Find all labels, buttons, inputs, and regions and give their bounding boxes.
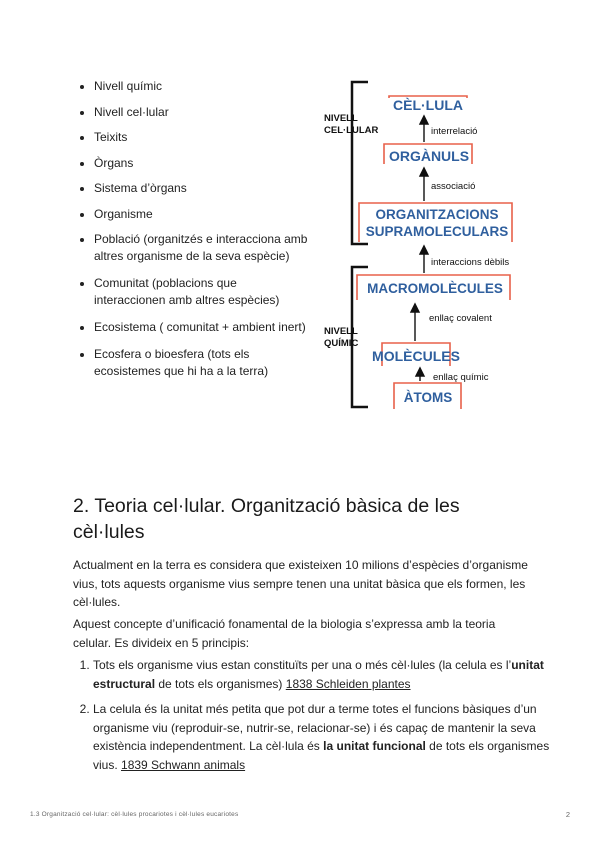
theory-paragraph: Aquest concepte d’unificació fonamental de la biologia s’expressa amb la teoria celular. Es divideix en 5 principis:	[73, 617, 496, 650]
list-item: • Sistema d’òrgans	[94, 180, 309, 197]
principle-text: La celula és la unitat més petita que pot dur a terme totes el funcions bàsiques d’un organisme viu (reproduir-se, nutrir-se, relacionar-se) i és capaç de mantenir la seva existència independentment. La cèl·lula és	[93, 702, 537, 753]
chemical-bond-arrow-label: enllaç químic	[433, 372, 489, 383]
interrelation-arrow-label: interrelació	[431, 126, 478, 137]
chemical-level-bracket	[352, 267, 368, 407]
list-item: • Nivell cel·lular	[94, 104, 309, 121]
list-item: • Òrgans	[94, 155, 309, 172]
supramolecular-box-label: SUPRAMOLECULARS	[365, 224, 509, 239]
arrow-up-icon	[416, 368, 424, 376]
covalent-bond-arrow-label: enllaç covalent	[429, 313, 492, 324]
list-item: • Ecosfera o bioesfera (tots els ecosistemes que hi ha a la terra)	[94, 346, 309, 380]
list-item: • Teixits	[94, 129, 309, 146]
levels-of-organization-list	[78, 78, 309, 389]
cellular-level-label: NIVELL	[324, 113, 358, 124]
schleiden-link[interactable]: 1838 Schleiden plantes	[285, 676, 411, 691]
principle-item	[93, 700, 553, 774]
principle-item	[93, 656, 553, 693]
arrow-up-icon	[420, 116, 428, 124]
cell-box-label: CÈL·LULA	[393, 97, 463, 113]
weak-interactions-arrow-label: interaccions dèbils	[431, 257, 510, 268]
principle-text: de tots els organismes)	[155, 676, 286, 691]
cellular-level-label: CEL·LULAR	[324, 125, 379, 136]
chemical-level-label: NIVELL	[324, 326, 358, 337]
list-item: • Organisme	[94, 206, 309, 223]
list-item: • Comunitat (poblacions que interaccionen amb altres espècies)	[94, 275, 309, 309]
cell-theory-principles	[73, 656, 553, 781]
principle-key-term: unitat estructural	[93, 658, 544, 691]
principle-key-term: la unitat funcional	[323, 739, 426, 753]
atoms-box-label: ÀTOMS	[403, 390, 453, 405]
association-arrow-label: associació	[431, 181, 476, 192]
list-item: • Població (organitzés e interacciona amb altres organisme de la seva espècie)	[94, 231, 309, 265]
arrow-up-icon	[420, 246, 428, 254]
macromolecules-box-label: MACROMOLÈCULES	[367, 281, 503, 296]
list-item: • Ecosistema ( comunitat + ambient inert)	[94, 319, 309, 336]
supramolecular-box-label: ORGANITZACIONS	[375, 207, 499, 222]
schwann-link[interactable]: 1839 Schwann animals	[121, 757, 246, 772]
page-number: 2	[565, 810, 570, 819]
chemical-level-label: QUÍMIC	[324, 338, 359, 349]
molecules-box-label: MOLÈCULES	[372, 348, 460, 364]
organization-levels-diagram	[312, 80, 532, 415]
intro-paragraph: Actualment en la terra es considera que existeixen 10 milions d’espècies d’organisme vius, tots aquests organisme vius sempre tenen una unitat bàsica que els formen, les cèl·lules.	[73, 558, 528, 609]
arrow-up-icon	[411, 304, 419, 312]
section-title: 2. Teoria cel·lular. Organització bàsica de les cèl·lules	[73, 495, 460, 543]
organelles-box-label: ORGÀNULS	[388, 148, 470, 164]
principle-text: de tots els organismes vius.	[93, 739, 550, 772]
list-item: • Nivell químic	[94, 78, 309, 95]
cellular-level-bracket	[352, 82, 368, 244]
footer-document-title: 1.3 Organització cel·lular: cèl·lules procariotes i cèl·lules eucariotes	[30, 811, 239, 818]
arrow-up-icon	[420, 168, 428, 176]
principle-text: Tots els organisme vius estan constituïts per una o més cèl·lules (la celula es l’	[93, 658, 512, 672]
